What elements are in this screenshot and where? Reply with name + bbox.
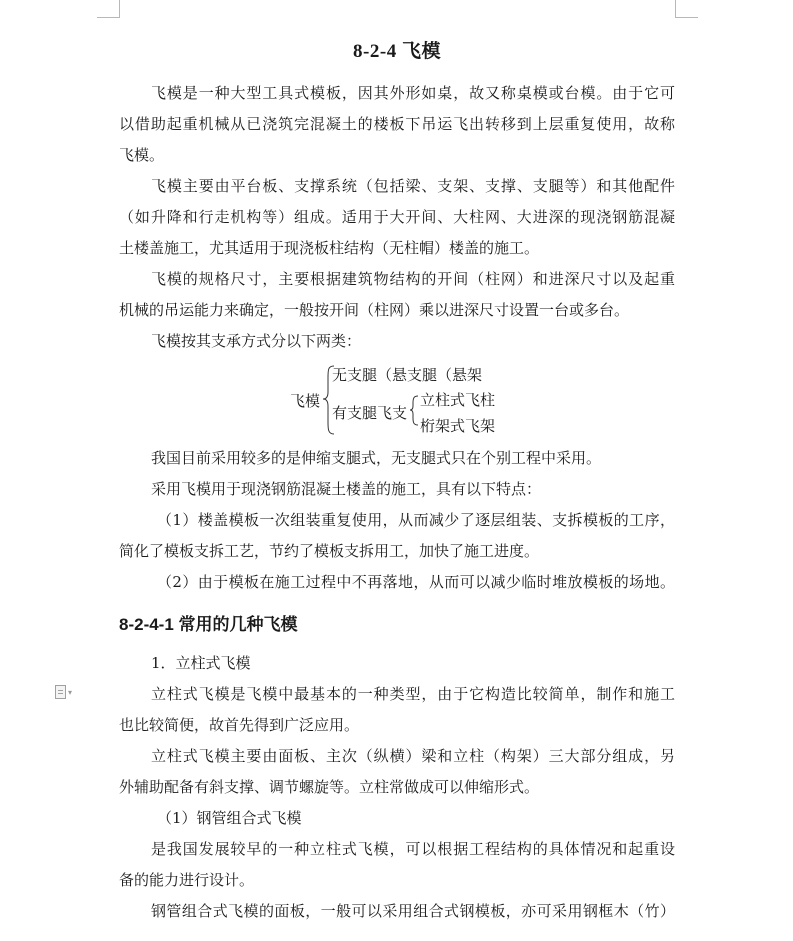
paragraph-comment-icon[interactable] <box>55 684 79 700</box>
text-line: 机械的吊运能力来确定，一般按开间（柱网）乘以进深尺寸设置一台或多台。 <box>119 301 630 319</box>
paragraph <box>119 326 675 357</box>
paragraph <box>119 171 675 264</box>
text-line: 飞模主要由平台板、支撑系统（包括梁、支架、支撑、支腿等）和其他配件 <box>151 177 675 195</box>
paragraph <box>119 834 675 896</box>
text-line: 是我国发展较早的一种立柱式飞模，可以根据工程结构的具体情况和起重设 <box>151 840 675 858</box>
text-line: 简化了模板支拆工艺，节约了模板支拆用工，加快了施工进度。 <box>119 542 540 560</box>
text-line: 飞模。 <box>119 146 165 164</box>
paragraph <box>119 264 675 326</box>
classification-diagram <box>290 358 530 442</box>
text-line: （1）钢管组合式飞模 <box>157 809 302 827</box>
text-line: 立柱式飞模是飞模中最基本的一种类型，由于它构造比较简单，制作和施工 <box>151 685 675 703</box>
text-line: 立柱式飞模主要由面板、主次（纵横）梁和立柱（构架）三大部分组成，另 <box>151 747 675 765</box>
text-line: 以借助起重机械从已浇筑完混凝土的楼板下吊运飞出转移到上层重复使用，故称 <box>119 115 675 133</box>
text-line: 外辅助配备有斜支撑、调节螺旋等。立柱常做成可以伸缩形式。 <box>119 778 540 796</box>
paragraph <box>119 443 675 474</box>
text-line: 备的能力进行设计。 <box>119 871 255 889</box>
paragraph <box>119 896 675 927</box>
paragraph <box>119 474 675 505</box>
text-line: 1．立柱式飞模 <box>151 654 251 672</box>
text-line: （1）楼盖模板一次组装重复使用，从而减少了逐层组装、支拆模板的工序， <box>157 511 675 529</box>
paragraph <box>119 741 675 803</box>
text-line: 也比较简便，故首先得到广泛应用。 <box>119 716 360 734</box>
classification-branch: 无支腿（悬支腿（悬架 <box>332 366 483 384</box>
text-line: （如升降和行走机构等）组成。适用于大开间、大柱网、大进深的现浇钢筋混凝 <box>119 208 675 226</box>
text-line: 飞模的规格尺寸，主要根据建筑物结构的开间（柱网）和进深尺寸以及起重 <box>151 270 675 288</box>
paragraph <box>119 78 675 171</box>
text-line: 我国目前采用较多的是伸缩支腿式，无支腿式只在个别工程中采用。 <box>151 449 602 467</box>
paragraph <box>119 803 675 834</box>
classification-root: 飞模 <box>290 392 321 410</box>
page-corner-mark-top-right <box>675 0 698 18</box>
text-line: 钢管组合式飞模的面板，一般可以采用组合式钢模板，亦可采用钢框木（竹） <box>151 902 675 920</box>
text-line: 土楼盖施工，尤其适用于现浇板柱结构（无柱帽）楼盖的施工。 <box>119 239 540 257</box>
paragraph <box>119 679 675 741</box>
page-corner-mark-top-left <box>97 0 120 18</box>
classification-sub-branch: 立柱式飞柱 <box>420 391 496 409</box>
dropdown-arrow-icon: ▾ <box>68 687 73 697</box>
paragraph <box>119 505 675 567</box>
text-line: 飞模是一种大型工具式模板，因其外形如桌，故又称桌模或台模。由于它可 <box>151 84 675 102</box>
classification-sub-branch: 桁架式飞架 <box>420 417 496 435</box>
text-line: 采用飞模用于现浇钢筋混凝土楼盖的施工，具有以下特点： <box>151 480 542 498</box>
paragraph <box>119 567 675 598</box>
text-line: 飞模按其支承方式分以下两类： <box>151 332 362 350</box>
subsection-heading: 8-2-4-1 常用的几种飞模 <box>119 615 298 634</box>
document-icon <box>55 685 66 699</box>
paragraph <box>119 648 675 679</box>
text-line: （2）由于模板在施工过程中不再落地，从而可以减少临时堆放模板的场地。 <box>157 573 675 591</box>
classification-branch: 有支腿飞支 <box>332 404 408 422</box>
section-title: 8-2-4 飞模 <box>353 41 441 62</box>
